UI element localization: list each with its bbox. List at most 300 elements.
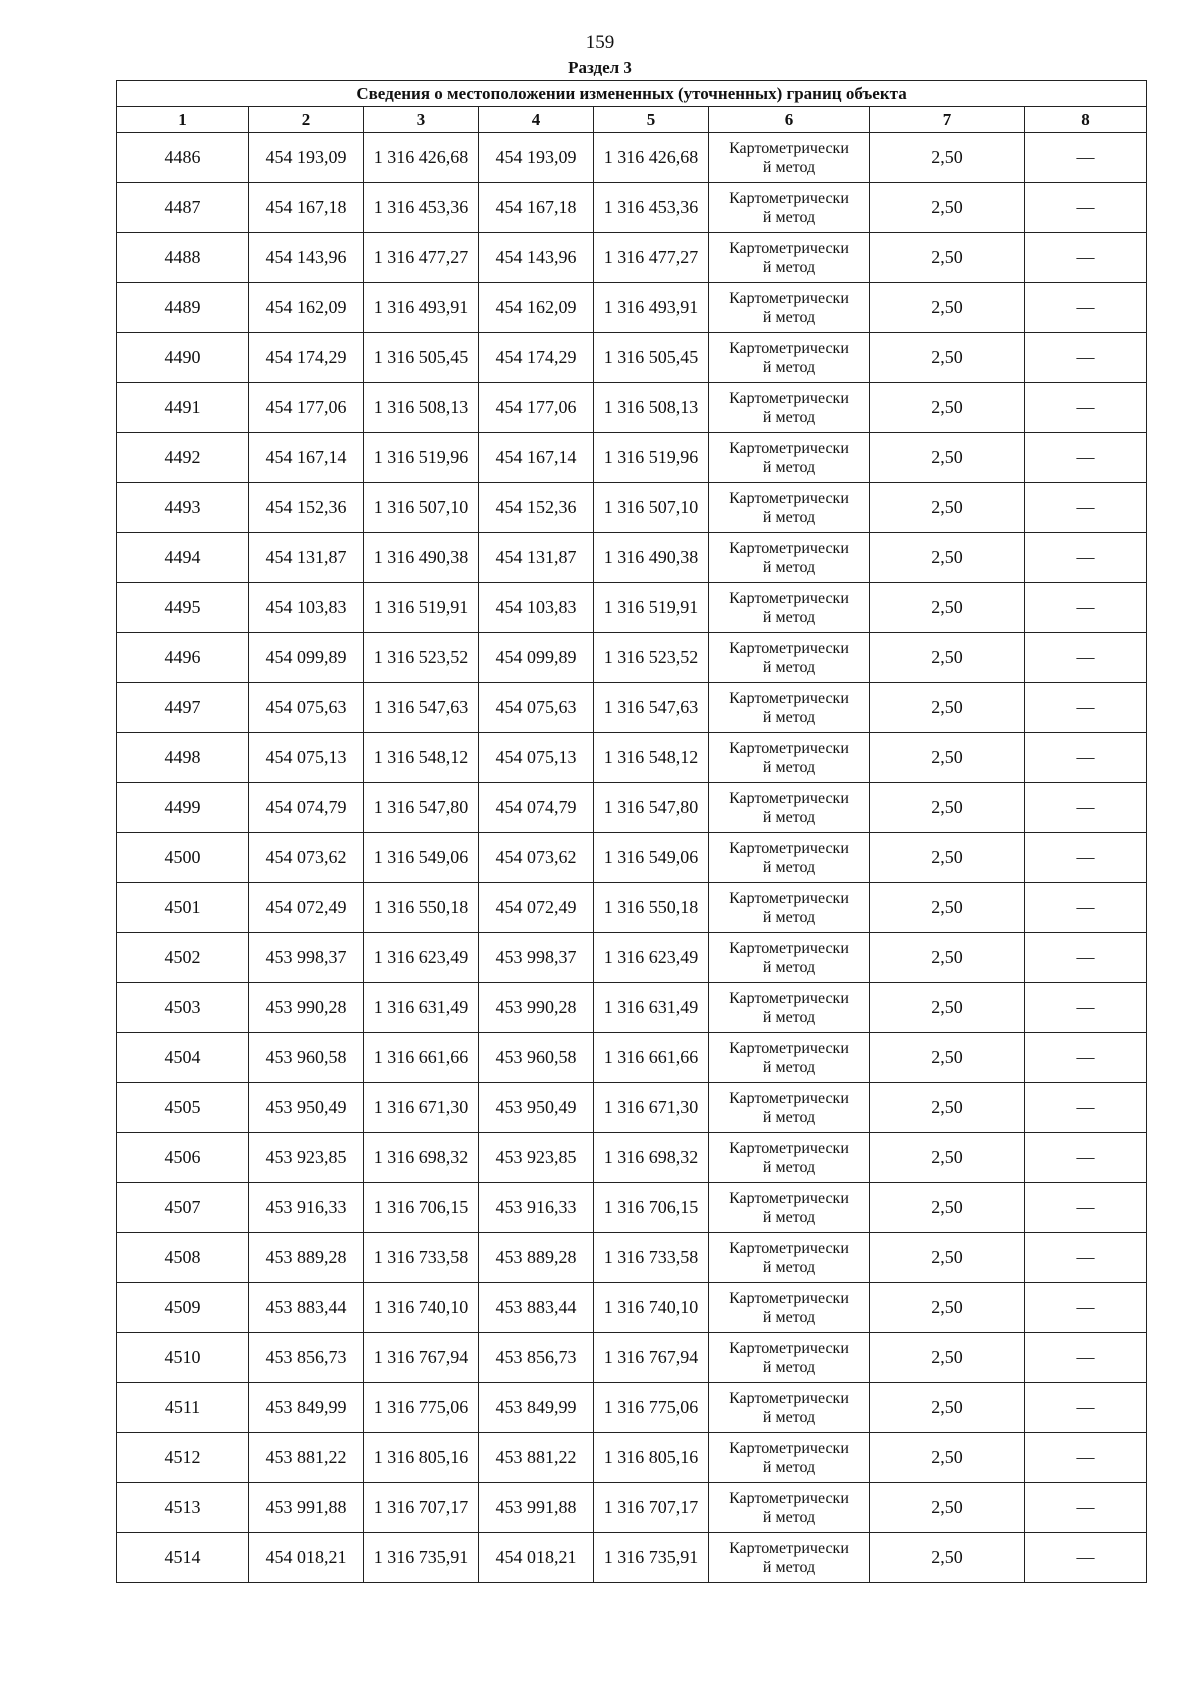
table-body	[117, 133, 1147, 1583]
coordinate-cell: 1 316 547,63	[364, 683, 479, 733]
method-cell	[709, 1033, 870, 1083]
point-number-cell: 4493	[117, 483, 249, 533]
coordinate-cell: 453 923,85	[249, 1133, 364, 1183]
point-number-cell: 4496	[117, 633, 249, 683]
coordinate-cell: 1 316 735,91	[364, 1533, 479, 1583]
coordinate-cell: 1 316 549,06	[364, 833, 479, 883]
accuracy-cell: 2,50	[870, 1033, 1025, 1083]
table-row	[117, 933, 1147, 983]
coordinate-cell: 453 856,73	[249, 1333, 364, 1383]
coordinate-cell: 454 152,36	[479, 483, 594, 533]
coordinate-cell: 454 075,63	[479, 683, 594, 733]
coordinate-cell: 1 316 426,68	[364, 133, 479, 183]
method-text: й метод	[762, 1158, 816, 1176]
coordinate-cell: 454 074,79	[479, 783, 594, 833]
accuracy-cell: 2,50	[870, 483, 1025, 533]
coordinate-cell: 1 316 661,66	[364, 1033, 479, 1083]
coordinate-cell: 1 316 671,30	[364, 1083, 479, 1133]
point-number-cell: 4506	[117, 1133, 249, 1183]
description-cell: —	[1025, 833, 1147, 883]
coordinate-cell: 1 316 477,27	[594, 233, 709, 283]
coordinate-cell: 454 193,09	[249, 133, 364, 183]
description-cell: —	[1025, 183, 1147, 233]
coordinate-cell: 1 316 508,13	[364, 383, 479, 433]
table-row	[117, 1033, 1147, 1083]
method-cell	[709, 833, 870, 883]
method-text: й метод	[762, 958, 816, 976]
method-text: й метод	[762, 1558, 816, 1576]
table-row	[117, 1233, 1147, 1283]
accuracy-cell: 2,50	[870, 683, 1025, 733]
coordinate-cell: 454 174,29	[479, 333, 594, 383]
description-cell: —	[1025, 683, 1147, 733]
method-text: Картометрически	[729, 489, 849, 507]
coordinate-cell: 454 152,36	[249, 483, 364, 533]
column-number: 5	[594, 107, 709, 133]
coordinate-cell: 1 316 661,66	[594, 1033, 709, 1083]
description-cell: —	[1025, 1083, 1147, 1133]
accuracy-cell: 2,50	[870, 783, 1025, 833]
method-text: Картометрически	[729, 839, 849, 857]
description-cell: —	[1025, 983, 1147, 1033]
method-cell	[709, 583, 870, 633]
description-cell: —	[1025, 1033, 1147, 1083]
column-number: 4	[479, 107, 594, 133]
point-number-cell: 4488	[117, 233, 249, 283]
coordinate-cell: 1 316 505,45	[594, 333, 709, 383]
method-cell	[709, 1383, 870, 1433]
method-text: й метод	[762, 1008, 816, 1026]
coordinate-cell: 453 916,33	[479, 1183, 594, 1233]
table-row	[117, 333, 1147, 383]
accuracy-cell: 2,50	[870, 433, 1025, 483]
point-number-cell: 4508	[117, 1233, 249, 1283]
coordinate-cell: 454 075,13	[479, 733, 594, 783]
point-number-cell: 4510	[117, 1333, 249, 1383]
point-number-cell: 4489	[117, 283, 249, 333]
column-number: 3	[364, 107, 479, 133]
coordinate-cell: 453 881,22	[249, 1433, 364, 1483]
description-cell: —	[1025, 1383, 1147, 1433]
method-text: й метод	[762, 1258, 816, 1276]
method-cell	[709, 333, 870, 383]
coordinate-cell: 1 316 493,91	[594, 283, 709, 333]
coordinate-cell: 1 316 426,68	[594, 133, 709, 183]
table-row	[117, 783, 1147, 833]
accuracy-cell: 2,50	[870, 933, 1025, 983]
method-cell	[709, 1483, 870, 1533]
column-number: 1	[117, 107, 249, 133]
coordinate-cell: 1 316 740,10	[594, 1283, 709, 1333]
point-number-cell: 4487	[117, 183, 249, 233]
accuracy-cell: 2,50	[870, 533, 1025, 583]
accuracy-cell: 2,50	[870, 233, 1025, 283]
coordinate-cell: 1 316 453,36	[594, 183, 709, 233]
table-row	[117, 1533, 1147, 1583]
point-number-cell: 4494	[117, 533, 249, 583]
coordinate-cell: 1 316 547,80	[594, 783, 709, 833]
coordinate-cell: 453 960,58	[479, 1033, 594, 1083]
coordinate-cell: 454 018,21	[479, 1533, 594, 1583]
method-text: й метод	[762, 1408, 816, 1426]
method-text: Картометрически	[729, 239, 849, 257]
coordinate-cell: 1 316 519,96	[594, 433, 709, 483]
method-cell	[709, 1133, 870, 1183]
accuracy-cell: 2,50	[870, 1233, 1025, 1283]
coordinate-cell: 1 316 706,15	[594, 1183, 709, 1233]
column-number: 2	[249, 107, 364, 133]
method-text: й метод	[762, 508, 816, 526]
method-text: й метод	[762, 208, 816, 226]
method-text: й метод	[762, 858, 816, 876]
coordinate-cell: 1 316 453,36	[364, 183, 479, 233]
point-number-cell: 4511	[117, 1383, 249, 1433]
coordinate-cell: 1 316 548,12	[594, 733, 709, 783]
method-cell	[709, 683, 870, 733]
accuracy-cell: 2,50	[870, 283, 1025, 333]
coordinate-cell: 1 316 490,38	[594, 533, 709, 583]
coordinate-cell: 454 131,87	[479, 533, 594, 583]
section-title: Раздел 3	[568, 58, 632, 77]
coordinate-cell: 454 143,96	[249, 233, 364, 283]
method-cell	[709, 233, 870, 283]
coordinate-cell: 454 099,89	[479, 633, 594, 683]
coordinate-cell: 454 167,18	[479, 183, 594, 233]
point-number-cell: 4512	[117, 1433, 249, 1483]
coordinate-cell: 1 316 548,12	[364, 733, 479, 783]
coordinate-cell: 454 072,49	[249, 883, 364, 933]
table-row	[117, 883, 1147, 933]
coordinate-cell: 1 316 631,49	[364, 983, 479, 1033]
accuracy-cell: 2,50	[870, 1483, 1025, 1533]
coordinate-cell: 453 849,99	[249, 1383, 364, 1433]
method-text: й метод	[762, 258, 816, 276]
description-cell: —	[1025, 933, 1147, 983]
method-cell	[709, 1433, 870, 1483]
method-cell	[709, 883, 870, 933]
method-text: Картометрически	[729, 339, 849, 357]
coordinate-cell: 454 174,29	[249, 333, 364, 383]
point-number-cell: 4498	[117, 733, 249, 783]
coordinate-cell: 1 316 805,16	[594, 1433, 709, 1483]
description-cell: —	[1025, 1333, 1147, 1383]
table-row	[117, 283, 1147, 333]
method-text: Картометрически	[729, 1389, 849, 1407]
table-row	[117, 983, 1147, 1033]
coordinate-cell: 453 998,37	[249, 933, 364, 983]
accuracy-cell: 2,50	[870, 1133, 1025, 1183]
method-text: й метод	[762, 1358, 816, 1376]
table-row	[117, 633, 1147, 683]
method-text: й метод	[762, 658, 816, 676]
method-cell	[709, 133, 870, 183]
coordinate-cell: 454 167,18	[249, 183, 364, 233]
method-text: й метод	[762, 408, 816, 426]
method-cell	[709, 1233, 870, 1283]
coordinate-cell: 454 162,09	[249, 283, 364, 333]
coordinate-cell: 453 990,28	[479, 983, 594, 1033]
accuracy-cell: 2,50	[870, 633, 1025, 683]
coordinate-cell: 1 316 519,96	[364, 433, 479, 483]
coordinate-cell: 453 881,22	[479, 1433, 594, 1483]
description-cell: —	[1025, 1483, 1147, 1533]
accuracy-cell: 2,50	[870, 383, 1025, 433]
table-row	[117, 1183, 1147, 1233]
table-row	[117, 433, 1147, 483]
description-cell: —	[1025, 133, 1147, 183]
table-row	[117, 183, 1147, 233]
coordinate-cell: 1 316 767,94	[364, 1333, 479, 1383]
method-text: Картометрически	[729, 889, 849, 907]
point-number-cell: 4503	[117, 983, 249, 1033]
coordinate-cell: 1 316 519,91	[364, 583, 479, 633]
method-cell	[709, 1533, 870, 1583]
description-cell: —	[1025, 233, 1147, 283]
description-cell: —	[1025, 633, 1147, 683]
coordinate-cell: 1 316 698,32	[594, 1133, 709, 1183]
boundary-coordinates-table	[116, 80, 1147, 1583]
method-text: й метод	[762, 608, 816, 626]
description-cell: —	[1025, 1183, 1147, 1233]
coordinate-cell: 453 916,33	[249, 1183, 364, 1233]
method-text: Картометрически	[729, 539, 849, 557]
coordinate-cell: 1 316 805,16	[364, 1433, 479, 1483]
point-number-cell: 4497	[117, 683, 249, 733]
method-text: Картометрически	[729, 589, 849, 607]
coordinate-cell: 453 883,44	[479, 1283, 594, 1333]
point-number-cell: 4514	[117, 1533, 249, 1583]
method-text: й метод	[762, 1058, 816, 1076]
coordinate-cell: 1 316 707,17	[364, 1483, 479, 1533]
point-number-cell: 4490	[117, 333, 249, 383]
method-text: Картометрически	[729, 1089, 849, 1107]
method-cell	[709, 283, 870, 333]
method-cell	[709, 983, 870, 1033]
coordinate-cell: 453 889,28	[249, 1233, 364, 1283]
method-text: й метод	[762, 758, 816, 776]
method-cell	[709, 1083, 870, 1133]
coordinate-cell: 1 316 547,80	[364, 783, 479, 833]
method-text: Картометрически	[729, 1039, 849, 1057]
coordinate-cell: 1 316 707,17	[594, 1483, 709, 1533]
point-number-cell: 4505	[117, 1083, 249, 1133]
method-cell	[709, 1283, 870, 1333]
coordinate-cell: 454 018,21	[249, 1533, 364, 1583]
coordinate-cell: 454 073,62	[479, 833, 594, 883]
point-number-cell: 4513	[117, 1483, 249, 1533]
table-row	[117, 683, 1147, 733]
method-text: й метод	[762, 908, 816, 926]
accuracy-cell: 2,50	[870, 583, 1025, 633]
coordinate-cell: 1 316 706,15	[364, 1183, 479, 1233]
coordinate-cell: 1 316 547,63	[594, 683, 709, 733]
coordinate-cell: 1 316 631,49	[594, 983, 709, 1033]
description-cell: —	[1025, 733, 1147, 783]
table-row	[117, 1333, 1147, 1383]
coordinate-cell: 1 316 775,06	[594, 1383, 709, 1433]
coordinate-cell: 1 316 490,38	[364, 533, 479, 583]
coordinate-cell: 1 316 775,06	[364, 1383, 479, 1433]
description-cell: —	[1025, 583, 1147, 633]
method-text: Картометрически	[729, 789, 849, 807]
method-text: Картометрически	[729, 389, 849, 407]
description-cell: —	[1025, 433, 1147, 483]
point-number-cell: 4499	[117, 783, 249, 833]
point-number-cell: 4507	[117, 1183, 249, 1233]
method-cell	[709, 733, 870, 783]
coordinate-cell: 1 316 767,94	[594, 1333, 709, 1383]
method-text: й метод	[762, 1108, 816, 1126]
coordinate-cell: 1 316 477,27	[364, 233, 479, 283]
coordinate-cell: 454 177,06	[249, 383, 364, 433]
coordinate-cell: 453 849,99	[479, 1383, 594, 1433]
table-row	[117, 1083, 1147, 1133]
coordinate-cell: 453 991,88	[249, 1483, 364, 1533]
method-text: Картометрически	[729, 639, 849, 657]
coordinate-cell: 1 316 623,49	[364, 933, 479, 983]
accuracy-cell: 2,50	[870, 1333, 1025, 1383]
coordinate-cell: 453 950,49	[479, 1083, 594, 1133]
coordinate-cell: 454 103,83	[249, 583, 364, 633]
coordinate-cell: 1 316 507,10	[364, 483, 479, 533]
coordinate-cell: 454 167,14	[479, 433, 594, 483]
coordinate-cell: 454 072,49	[479, 883, 594, 933]
coordinate-cell: 1 316 733,58	[364, 1233, 479, 1283]
method-text: й метод	[762, 1208, 816, 1226]
coordinate-cell: 454 073,62	[249, 833, 364, 883]
coordinate-cell: 1 316 507,10	[594, 483, 709, 533]
method-text: й метод	[762, 808, 816, 826]
table-row	[117, 533, 1147, 583]
coordinate-cell: 1 316 550,18	[364, 883, 479, 933]
point-number-cell: 4502	[117, 933, 249, 983]
table-row	[117, 483, 1147, 533]
method-text: Картометрически	[729, 139, 849, 157]
table-row	[117, 133, 1147, 183]
table-row	[117, 833, 1147, 883]
point-number-cell: 4495	[117, 583, 249, 633]
method-text: й метод	[762, 558, 816, 576]
accuracy-cell: 2,50	[870, 1433, 1025, 1483]
point-number-cell: 4492	[117, 433, 249, 483]
point-number-cell: 4504	[117, 1033, 249, 1083]
method-text: й метод	[762, 1308, 816, 1326]
coordinate-cell: 1 316 550,18	[594, 883, 709, 933]
table-row	[117, 733, 1147, 783]
coordinate-cell: 454 143,96	[479, 233, 594, 283]
coordinate-cell: 1 316 671,30	[594, 1083, 709, 1133]
description-cell: —	[1025, 783, 1147, 833]
table-row	[117, 583, 1147, 633]
method-text: Картометрически	[729, 439, 849, 457]
column-number: 7	[870, 107, 1025, 133]
description-cell: —	[1025, 1283, 1147, 1333]
coordinate-cell: 454 162,09	[479, 283, 594, 333]
point-number-cell: 4501	[117, 883, 249, 933]
accuracy-cell: 2,50	[870, 1083, 1025, 1133]
accuracy-cell: 2,50	[870, 333, 1025, 383]
method-text: Картометрически	[729, 689, 849, 707]
method-text: Картометрически	[729, 1289, 849, 1307]
coordinate-cell: 1 316 698,32	[364, 1133, 479, 1183]
point-number-cell: 4486	[117, 133, 249, 183]
coordinate-cell: 454 167,14	[249, 433, 364, 483]
description-cell: —	[1025, 283, 1147, 333]
table-row	[117, 383, 1147, 433]
coordinate-cell: 453 883,44	[249, 1283, 364, 1333]
coordinate-cell: 454 103,83	[479, 583, 594, 633]
coordinate-cell: 1 316 740,10	[364, 1283, 479, 1333]
accuracy-cell: 2,50	[870, 183, 1025, 233]
description-cell: —	[1025, 1233, 1147, 1283]
method-text: Картометрически	[729, 939, 849, 957]
coordinate-cell: 1 316 735,91	[594, 1533, 709, 1583]
method-cell	[709, 433, 870, 483]
coordinate-cell: 1 316 519,91	[594, 583, 709, 633]
description-cell: —	[1025, 533, 1147, 583]
coordinate-cell: 454 131,87	[249, 533, 364, 583]
accuracy-cell: 2,50	[870, 1533, 1025, 1583]
method-text: Картометрически	[729, 739, 849, 757]
coordinate-cell: 453 856,73	[479, 1333, 594, 1383]
method-text: Картометрически	[729, 1539, 849, 1557]
table-row	[117, 1283, 1147, 1333]
coordinate-cell: 453 998,37	[479, 933, 594, 983]
method-text: й метод	[762, 1458, 816, 1476]
method-text: Картометрически	[729, 989, 849, 1007]
method-cell	[709, 533, 870, 583]
table-row	[117, 1483, 1147, 1533]
coordinate-cell: 453 889,28	[479, 1233, 594, 1283]
coordinate-cell: 1 316 505,45	[364, 333, 479, 383]
accuracy-cell: 2,50	[870, 133, 1025, 183]
point-number-cell: 4509	[117, 1283, 249, 1333]
coordinate-cell: 454 177,06	[479, 383, 594, 433]
coordinate-cell: 1 316 508,13	[594, 383, 709, 433]
coordinate-cell: 454 075,63	[249, 683, 364, 733]
table-row	[117, 1383, 1147, 1433]
coordinate-cell: 453 923,85	[479, 1133, 594, 1183]
accuracy-cell: 2,50	[870, 1283, 1025, 1333]
coordinate-cell: 1 316 493,91	[364, 283, 479, 333]
method-text: Картометрически	[729, 1489, 849, 1507]
coordinate-cell: 453 960,58	[249, 1033, 364, 1083]
method-text: Картометрически	[729, 289, 849, 307]
coordinate-cell: 454 193,09	[479, 133, 594, 183]
method-text: й метод	[762, 708, 816, 726]
coordinate-cell: 1 316 549,06	[594, 833, 709, 883]
method-text: Картометрически	[729, 1239, 849, 1257]
description-cell: —	[1025, 1533, 1147, 1583]
method-cell	[709, 183, 870, 233]
accuracy-cell: 2,50	[870, 1183, 1025, 1233]
coordinate-cell: 1 316 733,58	[594, 1233, 709, 1283]
description-cell: —	[1025, 333, 1147, 383]
method-text: Картометрически	[729, 1339, 849, 1357]
table-row	[117, 1133, 1147, 1183]
table-caption: Сведения о местоположении измененных (уточненных) границ объекта	[117, 81, 1147, 107]
method-text: Картометрически	[729, 189, 849, 207]
accuracy-cell: 2,50	[870, 983, 1025, 1033]
method-text: й метод	[762, 158, 816, 176]
coordinate-cell: 453 991,88	[479, 1483, 594, 1533]
method-text: Картометрически	[729, 1439, 849, 1457]
point-number-cell: 4491	[117, 383, 249, 433]
accuracy-cell: 2,50	[870, 733, 1025, 783]
column-number: 8	[1025, 107, 1147, 133]
coordinate-cell: 454 099,89	[249, 633, 364, 683]
method-text: й метод	[762, 308, 816, 326]
